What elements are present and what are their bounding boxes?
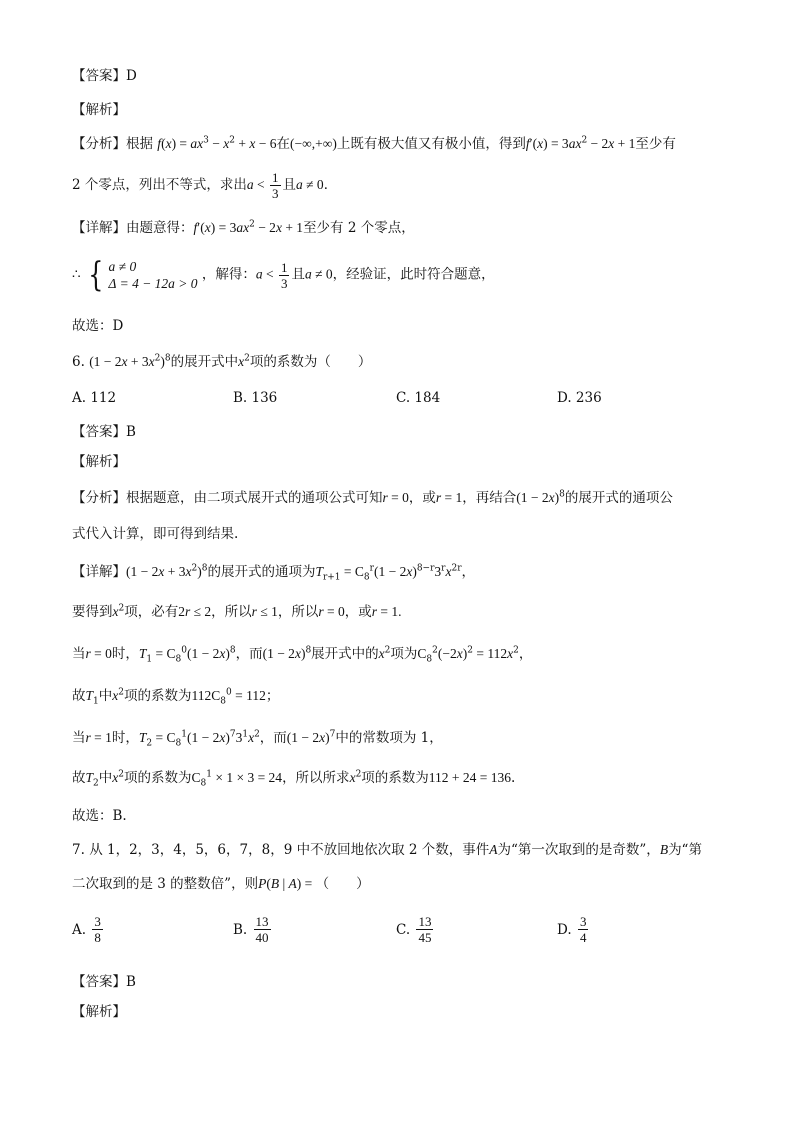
answer-label: 【答案】D bbox=[72, 68, 137, 84]
analysis-label: 【解析】 bbox=[72, 454, 126, 470]
detail-line-3: 当r = 0时，$T_1 = C_8^0(1 - 2x)^8$，而$(1 - 2x)^8$展开式中的$x^2$项为$C_8^2(-2x)^2 = 112x^2$， bbox=[72, 645, 533, 665]
choice-result: 故选：D bbox=[72, 318, 124, 334]
option-a: A. $\frac{3}{8}$ bbox=[72, 914, 101, 945]
answer-label: 【答案】B bbox=[72, 974, 136, 990]
option-a: A. 112 bbox=[72, 390, 117, 406]
detail-line-2: 要得到$x^2$项，必有2r ≤ 2，所以r ≤ 1，所以r = 0，或r = 1. bbox=[72, 603, 402, 620]
option-d: D. 236 bbox=[557, 390, 602, 406]
detail-line-5: 当r = 1时，$T_2 = C_8^1(1 - 2x)^73^1x^2$，而$(1 - 2x)^7$中的常数项为 1， bbox=[72, 729, 443, 749]
analysis-line: 【分析】根据 $f(x) = ax^3 - x^2 + x - 6$在(−∞,+∞)上既有极大值又有极小值，得到$f'(x) = 3ax^2 - 2x + 1$至少有 bbox=[72, 135, 676, 152]
option-d: D. $\frac{3}{4}$ bbox=[557, 914, 587, 945]
analysis-line: 【分析】根据题意，由二项式展开式的通项公式可知r = 0，或r = 1，再结合$(1 - 2x)^8$的展开式的通项公 bbox=[72, 489, 673, 506]
detail-line: 【详解】$(1 - 2x + 3x^2)^8$的展开式的通项为$T_{r+1} = C_8^r(1 - 2x)^{8-r}3^rx^{2r}$， bbox=[72, 563, 475, 583]
answer-label: 【答案】B bbox=[72, 424, 136, 440]
detail-system-line: ∴ { a ≠ 0 Δ = 4 − 12a > 0 ，解得：a < $\frac{1}{3}$ 且a ≠ 0，经验证，此时符合题意， bbox=[72, 255, 495, 295]
choice-result: 故选：B. bbox=[72, 808, 127, 824]
detail-line-6: 故$T_2$中$x^2$项的系数为$C_8^1 \times 1 \times 3 = 24$，所以所求$x^2$项的系数为112 + 24 = 136. bbox=[72, 769, 516, 789]
option-b: B. $\frac{13}{40}$ bbox=[233, 914, 269, 945]
detail-line-4: 故$T_1$中$x^2$项的系数为$112C_8^0 = 112$； bbox=[72, 687, 280, 707]
option-b: B. 136 bbox=[233, 390, 278, 406]
analysis-label: 【解析】 bbox=[72, 102, 126, 118]
analysis-label: 【解析】 bbox=[72, 1004, 126, 1020]
option-c: C. 184 bbox=[396, 390, 441, 406]
option-c: C. $\frac{13}{45}$ bbox=[396, 914, 432, 945]
question-6-stem: 6. $(1 - 2x + 3x^2)^8$的展开式中$x^2$项的系数为（ ） bbox=[72, 353, 372, 370]
analysis-line-2: 式代入计算，即可得到结果. bbox=[72, 526, 239, 542]
analysis-line-2: 2 个零点，列出不等式，求出a < $\frac{1}{3}$ 且a ≠ 0． bbox=[72, 170, 338, 201]
question-7-stem: 7. 从 1，2，3，4，5，6，7，8，9 中不放回地依次取 2 个数，事件A为“第一次取到的是奇数”，B为“第 bbox=[72, 842, 702, 858]
detail-line: 【详解】由题意得：$f'(x) = 3ax^2 - 2x + 1$至少有 2 个零点， bbox=[72, 219, 415, 236]
question-7-stem-2: 二次取到的是 3 的整数倍”，则P(B | A) = （ ） bbox=[72, 876, 370, 892]
